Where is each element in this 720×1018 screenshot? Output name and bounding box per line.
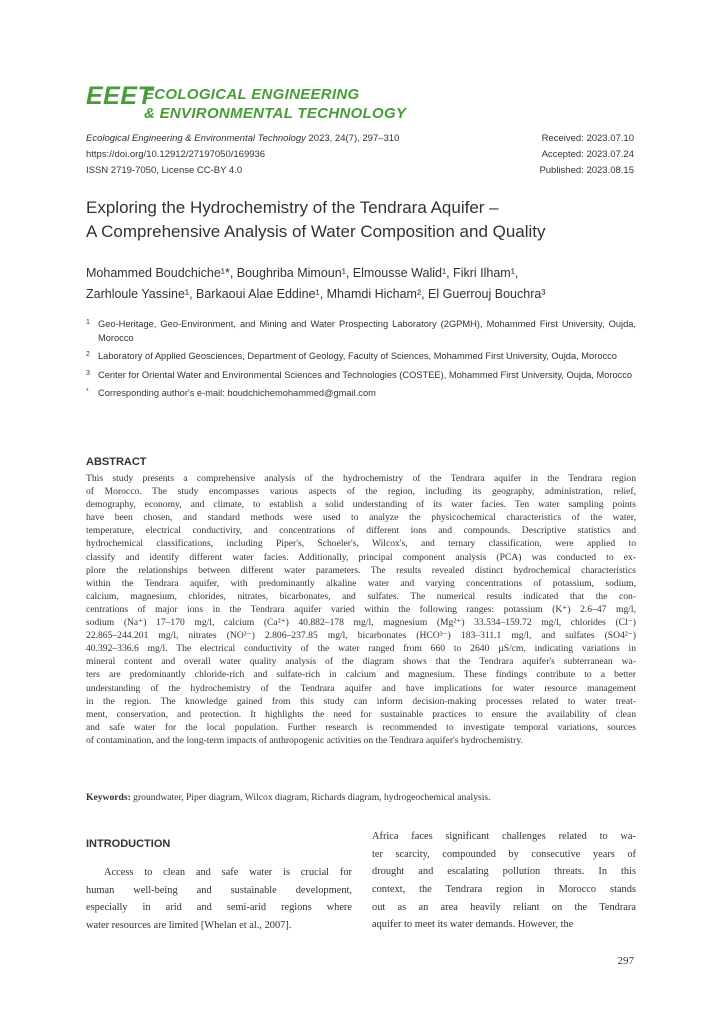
introduction-line: drought and escalating pollution threats. In this <box>372 866 636 878</box>
affiliation-item <box>86 369 636 383</box>
paper-title <box>86 196 646 244</box>
citation-line <box>86 131 506 147</box>
abstract-line: hydrochemical classifications, including Piper's, Schoeler's, Wilcox's, and ternary classification, were applied to <box>86 538 636 550</box>
introduction-line: human well-being and sustainable development, <box>86 884 352 896</box>
introduction-heading: INTRODUCTION <box>86 838 171 850</box>
abstract-line: mineral content and overall water quality analysis of the diagram shows that the Tendrara aquifer's subterranean wa- <box>86 656 636 668</box>
affiliation-item <box>86 318 636 345</box>
abstract-line: demography, economy, and climate, to establish a solid understanding of its water facies. Ten water sampling points <box>86 499 636 511</box>
affiliations <box>86 318 636 406</box>
abstract-line: ters are predominantly chloride-rich and sulfate-rich in calcium and magnesium. These findings contribute to a better <box>86 669 636 681</box>
abstract-line: of contamination, and the long-term impacts of anthropogenic activities on the Tendrara aquifer's hydrochemistry. <box>86 734 523 746</box>
authors-line2: Zarhloule Yassine¹, Barkaoui Alae Eddine¹, Mhamdi Hicham², El Guerrouj Bouchra³ <box>86 287 546 301</box>
journal-name-line2: & ENVIRONMENTAL TECHNOLOGY <box>144 105 407 122</box>
page-number: 297 <box>617 955 634 967</box>
introduction-line: water resources are limited [Whelan et al., 2007]. <box>86 920 292 932</box>
abstract-line: have been chosen, and standard methods were used to analyze the physicochemical characteristics of the water, <box>86 512 636 524</box>
keywords-label: Keywords: <box>86 792 131 803</box>
journal-name-line1: ECOLOGICAL ENGINEERING <box>144 86 360 103</box>
journal-logo: EEET <box>86 82 154 110</box>
received-date: Received: 2023.07.10 <box>541 133 634 144</box>
abstract-line: 22.865–244.201 mg/l, nitrates (NO³⁻) 2.806–237.85 mg/l, bicarbonates (HCO³⁻) 183–311.1 mg/l, and sulfates (SO4²⁻) <box>86 630 636 642</box>
introduction-line: Access to clean and safe water is crucial for <box>104 867 352 878</box>
abstract-line: temperature, electrical conductivity, and concentrations of different ions and compounds. Descriptive statistics and <box>86 525 636 537</box>
abstract-line: and safe water for the local population. Further research is recommended to investigate temporal variations, sources <box>86 721 636 733</box>
title-line1: Exploring the Hydrochemistry of the Tendrara Aquifer – <box>86 198 499 217</box>
abstract-line: 40.392–336.6 mg/l. The electrical conductivity of the water ranged from 660 to 2640 µS/cm, indicating variations in <box>86 643 636 655</box>
journal-header <box>86 84 646 124</box>
affiliation-text: Geo-Heritage, Geo-Environment, and Mining and Water Prospecting Laboratory (2GPMH), Mohammed First University, Oujda, Morocco <box>98 319 636 343</box>
abstract-line: understanding of the hydrochemistry of the Tendrara aquifer and have implications for water resource management <box>86 682 636 694</box>
introduction-left-column <box>86 864 352 935</box>
abstract-line: centrations of major ions in the Tendrara aquifer varied within the following ranges: potassium (K⁺) 2.6–47 mg/l, <box>86 603 636 615</box>
abstract-line: calcium, magnesium, chlorides, nitrates, bicarbonates, and sulfates. The numerical results indicated that the con- <box>86 590 636 602</box>
citation-journal: Ecological Engineering & Environmental Technology <box>86 133 306 144</box>
dates-block <box>539 131 634 179</box>
introduction-line: especially in arid and semi-arid regions where <box>86 902 352 914</box>
abstract-line: ment, conservation, and protection. It highlights the need for sustainable practices to ensure the availability of clean <box>86 708 636 720</box>
doi-link[interactable]: https://doi.org/10.12912/27197050/169936 <box>86 149 266 160</box>
abstract-line: sodium (Na⁺) 17–170 mg/l, calcium (Ca²⁺) 40.882–178 mg/l, magnesium (Mg²⁺) 33.534–159.72 mg/l, chlorides (Cl⁻) <box>86 617 636 629</box>
corresponding-author <box>86 387 636 401</box>
introduction-line: ter scarcity, compounded by consecutive years of <box>372 848 636 860</box>
keywords <box>86 792 636 803</box>
introduction-line: Africa faces significant challenges related to wa- <box>372 831 636 842</box>
affiliation-text: Center for Oriental Water and Environmental Sciences and Technologies (COSTEE), Mohammed First University, Oujda, Morocco <box>98 369 633 380</box>
abstract-body <box>86 472 636 747</box>
affiliation-mark: * <box>86 388 89 395</box>
affiliation-mark: 2 <box>86 351 90 358</box>
introduction-line: context, the Tendrara region in Morocco stands <box>372 884 636 896</box>
abstract-line: in the region. The knowledge gained from this study can inform decision-making processes related to water treat- <box>86 695 636 707</box>
introduction-right-column <box>372 828 636 934</box>
affiliation-mark: 3 <box>86 369 90 377</box>
corresponding-email[interactable]: Corresponding author's e-mail: boudchichemohammed@gmail.com <box>98 388 376 398</box>
journal-name <box>144 85 406 123</box>
citation-volume: 2023, 24(7), 297–310 <box>305 133 400 144</box>
authors-line1: Mohammed Boudchiche¹*, Boughriba Mimoun¹, Elmousse Walid¹, Fikri Ilham¹, <box>86 266 519 280</box>
introduction-line: out as an area heavily reliant on the Tendrara <box>372 901 636 913</box>
author-list <box>86 263 646 305</box>
issn-license: ISSN 2719-7050, License CC-BY 4.0 <box>86 165 243 176</box>
abstract-line: This study presents a comprehensive analysis of the hydrochemistry of the Tendrara aquifer in the Tendrara region <box>86 473 636 484</box>
abstract-line: within the Tendrara aquifer, with predominantly alkaline water and varying concentrations of potassium, sodium, <box>86 577 636 589</box>
published-date: Published: 2023.08.15 <box>539 165 634 176</box>
abstract-line: plore the relationships between different water parameters. The results revealed distinct hydrochemical characteristics <box>86 564 636 576</box>
keywords-text: groundwater, Piper diagram, Wilcox diagram, Richards diagram, hydrogeochemical analysis. <box>130 792 491 803</box>
abstract-line: classify and identify different water facies. Additionally, principal component analysis (PCA) was conducted to ex- <box>86 551 636 563</box>
affiliation-mark: 1 <box>86 319 90 326</box>
abstract-line: of Morocco. The study encompasses various aspects of the region, including its geography, administration, relief, <box>86 486 636 498</box>
title-line2: A Comprehensive Analysis of Water Composition and Quality <box>86 222 546 241</box>
affiliation-text: Laboratory of Applied Geosciences, Department of Geology, Faculty of Sciences, Mohammed First University, Oujda, Morocco <box>98 351 617 361</box>
abstract-heading: ABSTRACT <box>86 456 147 468</box>
accepted-date: Accepted: 2023.07.24 <box>541 149 634 160</box>
citation-block <box>86 131 506 179</box>
introduction-line: aquifer to meet its water demands. However, the <box>372 919 574 931</box>
affiliation-item <box>86 350 636 364</box>
